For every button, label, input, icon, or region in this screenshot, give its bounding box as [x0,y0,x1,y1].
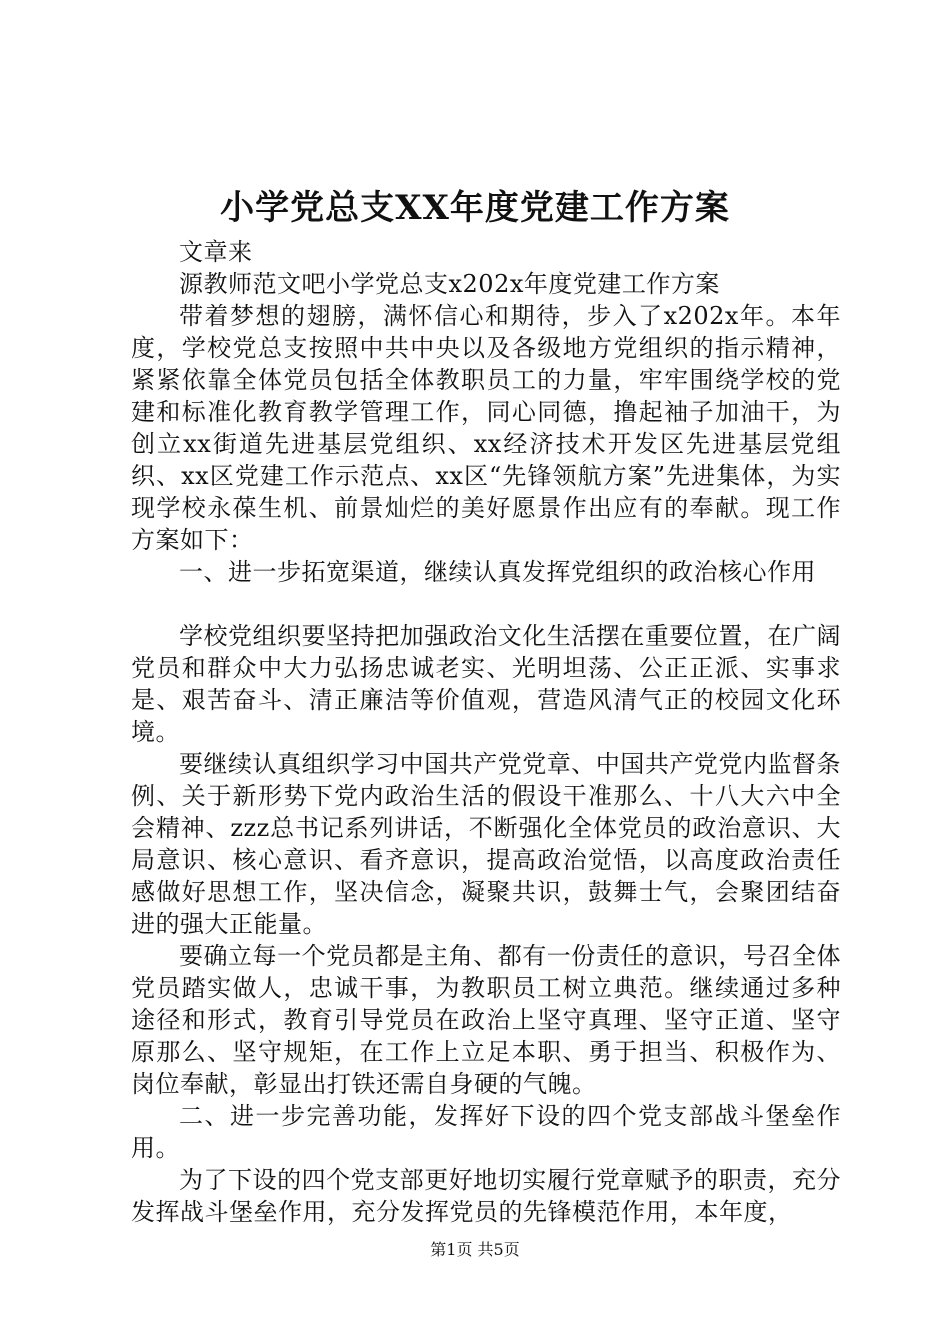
page-title: 小学党总支XX年度党建工作方案 [220,188,730,228]
paragraph: 要确立每一个党员都是主角、都有一份责任的意识，号召全体党员踏实做人，忠诚干事，为教职员工树立典范。继续通过多种途径和形式，教育引导党员在政治上坚守真理、坚守正道、坚守原那么、坚守规矩，在工作上立足本职、勇于担当、积极作为、岗位奉献，彰显出打铁还需自身硬的气魄。 [131,942,841,1098]
paragraph: 源教师范文吧小学党总支x202x年度党建工作方案 [179,270,720,298]
section-heading: 二、进一步完善功能，发挥好下设的四个党支部战斗堡垒作用。 [131,1102,841,1162]
paragraph: 学校党组织要坚持把加强政治文化生活摆在重要位置，在广阔党员和群众中大力弘扬忠诚老实、光明坦荡、公正正派、实事求是、艰苦奋斗、清正廉洁等价值观，营造风清气正的校园文化环境。 [131,622,841,746]
paragraph: 文章来 [179,238,253,266]
paragraph: 为了下设的四个党支部更好地切实履行党章赋予的职责，充分发挥战斗堡垒作用，充分发挥党员的先锋模范作用，本年度， [131,1166,841,1226]
page-footer: 第1页 共5页 [430,1240,520,1259]
paragraph: 要继续认真组织学习中国共产党党章、中国共产党党内监督条例、关于新形势下党内政治生活的假设干准那么、十八大六中全会精神、zzz总书记系列讲话，不断强化全体党员的政治意识、大局意识、核心意识、看齐意识，提高政治觉悟，以高度政治责任感做好思想工作，坚决信念，凝聚共识，鼓舞士气，会聚团结奋进的强大正能量。 [131,750,841,938]
section-heading: 一、进一步拓宽渠道，继续认真发挥党组织的政治核心作用 [179,558,816,586]
document-body [131,236,841,1228]
paragraph: 带着梦想的翅膀，满怀信心和期待，步入了x202x年。本年度，学校党总支按照中共中央以及各级地方党组织的指示精神，紧紧依靠全体党员包括全体教职员工的力量，牢牢围绕学校的党建和标准化教育教学管理工作，同心同德，撸起袖子加油干，为创立xx街道先进基层党组织、xx经济技术开发区先进基层党组织、xx区党建工作示范点、xx区“先锋领航方案”先进集体，为实现学校永葆生机、前景灿烂的美好愿景作出应有的奉献。现工作方案如下： [131,302,841,554]
